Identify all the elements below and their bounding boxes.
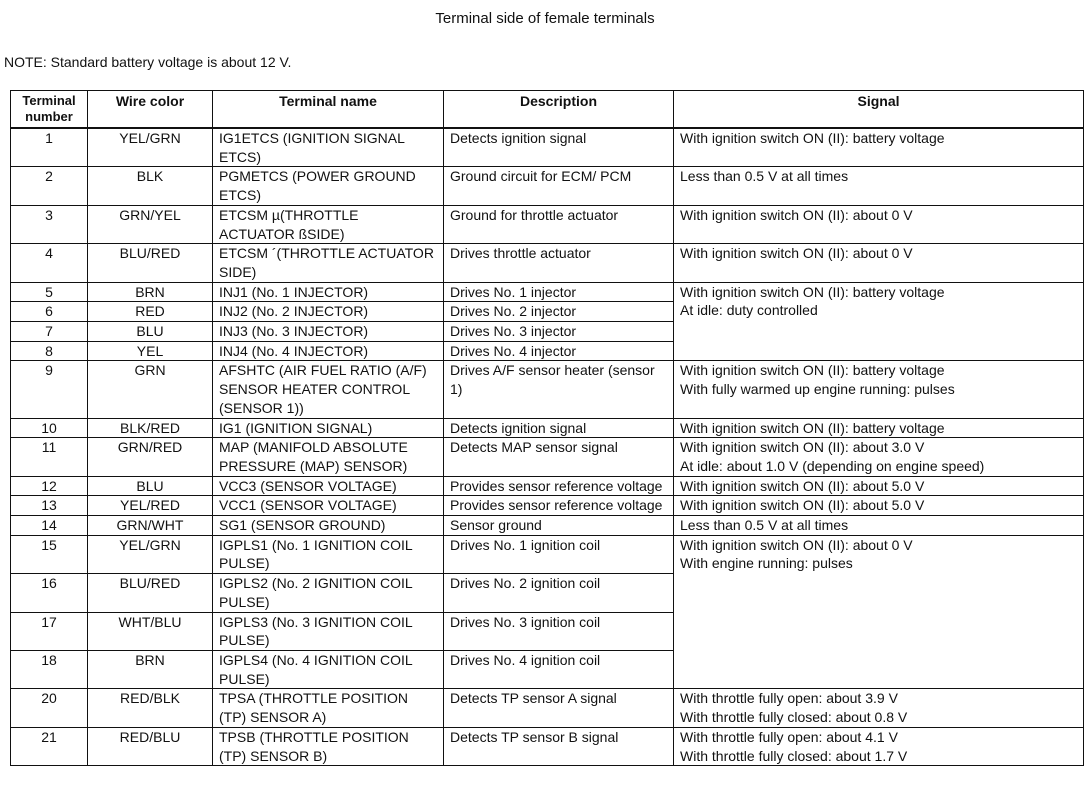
signal-line: At idle: duty controlled	[680, 302, 818, 319]
terminal-name-cell: IG1ETCS (IGNITION SIGNAL ETCS)	[213, 128, 444, 167]
wire-color-cell: GRN/WHT	[88, 516, 213, 536]
table-row	[11, 727, 1084, 765]
terminal-number-cell: 1	[11, 128, 88, 167]
signal-cell	[674, 438, 1084, 476]
description-cell: Detects TP sensor B signal	[444, 727, 674, 765]
signal-line: Less than 0.5 V at all times	[680, 517, 849, 534]
signal-line: With throttle fully closed: about 1.7 V	[680, 747, 908, 764]
signal-line: With ignition switch ON (II): about 0 V	[680, 245, 913, 262]
terminal-name-cell: MAP (MANIFOLD ABSOLUTE PRESSURE (MAP) SENSOR)	[213, 438, 444, 476]
header-description: Description	[444, 91, 674, 129]
signal-line: Less than 0.5 V at all times	[680, 168, 849, 185]
wire-color-cell: BLK/RED	[88, 418, 213, 438]
description-cell: Drives No. 1 ignition coil	[444, 535, 674, 573]
description-cell: Drives A/F sensor heater (sensor 1)	[444, 361, 674, 418]
terminal-name-cell: INJ4 (No. 4 INJECTOR)	[213, 341, 444, 361]
table-row	[11, 282, 1084, 302]
terminal-name-cell: TPSB (THROTTLE POSITION (TP) SENSOR B)	[213, 727, 444, 765]
description-cell: Ground circuit for ECM/ PCM	[444, 167, 674, 205]
header-terminal-name: Terminal name	[213, 91, 444, 129]
terminal-number-cell: 11	[11, 438, 88, 476]
terminal-name-cell: IGPLS1 (No. 1 IGNITION COIL PULSE)	[213, 535, 444, 573]
description-cell: Detects ignition signal	[444, 418, 674, 438]
signal-cell	[674, 516, 1084, 536]
note-text: NOTE: Standard battery voltage is about 12 V.	[4, 54, 292, 70]
description-cell: Provides sensor reference voltage	[444, 476, 674, 496]
terminal-name-cell: PGMETCS (POWER GROUND ETCS)	[213, 167, 444, 205]
terminal-name-cell: SG1 (SENSOR GROUND)	[213, 516, 444, 536]
terminal-name-cell: INJ1 (No. 1 INJECTOR)	[213, 282, 444, 302]
terminal-number-cell: 15	[11, 535, 88, 573]
terminal-number-cell: 18	[11, 650, 88, 688]
description-cell: Drives No. 2 ignition coil	[444, 574, 674, 612]
signal-cell	[674, 361, 1084, 418]
wire-color-cell: YEL/GRN	[88, 128, 213, 167]
terminal-name-cell: ETCSM ´(THROTTLE ACTUATOR SIDE)	[213, 244, 444, 282]
wire-color-cell: YEL/GRN	[88, 535, 213, 573]
signal-line: With throttle fully closed: about 0.8 V	[680, 709, 908, 726]
terminal-number-cell: 9	[11, 361, 88, 418]
table-row	[11, 128, 1084, 167]
table-header-row	[11, 91, 1084, 129]
terminal-name-cell: VCC1 (SENSOR VOLTAGE)	[213, 496, 444, 516]
table-row	[11, 535, 1084, 573]
signal-cell	[674, 689, 1084, 727]
terminal-name-cell: VCC3 (SENSOR VOLTAGE)	[213, 476, 444, 496]
signal-line: With throttle fully open: about 3.9 V	[680, 690, 898, 707]
signal-line: With ignition switch ON (II): about 0 V	[680, 206, 913, 223]
terminal-number-cell: 4	[11, 244, 88, 282]
description-cell: Drives throttle actuator	[444, 244, 674, 282]
table-row	[11, 438, 1084, 476]
signal-line: With ignition switch ON (II): about 3.0 V	[680, 439, 925, 456]
terminal-number-cell: 2	[11, 167, 88, 205]
terminal-name-cell: TPSA (THROTTLE POSITION (TP) SENSOR A)	[213, 689, 444, 727]
wire-color-cell: BRN	[88, 650, 213, 688]
signal-line: With fully warmed up engine running: pulses	[680, 381, 955, 398]
wire-color-cell: RED	[88, 302, 213, 322]
terminal-number-cell: 14	[11, 516, 88, 536]
header-signal: Signal	[674, 91, 1084, 129]
table-row	[11, 205, 1084, 243]
signal-line: With ignition switch ON (II): about 0 V	[680, 536, 913, 553]
signal-cell	[674, 167, 1084, 205]
terminal-number-cell: 6	[11, 302, 88, 322]
terminal-name-cell: IGPLS2 (No. 2 IGNITION COIL PULSE)	[213, 574, 444, 612]
signal-line: With ignition switch ON (II): battery voltage	[680, 130, 945, 146]
description-cell: Drives No. 1 injector	[444, 282, 674, 302]
table-row	[11, 418, 1084, 438]
signal-line: With ignition switch ON (II): about 5.0 V	[680, 477, 925, 494]
description-cell: Detects MAP sensor signal	[444, 438, 674, 476]
terminal-name-cell: ETCSM µ(THROTTLE ACTUATOR ßSIDE)	[213, 205, 444, 243]
wire-color-cell: BLU/RED	[88, 574, 213, 612]
terminal-number-cell: 3	[11, 205, 88, 243]
terminal-number-cell: 10	[11, 418, 88, 438]
wire-color-cell: GRN/RED	[88, 438, 213, 476]
signal-line: With throttle fully open: about 4.1 V	[680, 728, 898, 745]
wire-color-cell: BLU	[88, 322, 213, 342]
signal-line: With ignition switch ON (II): battery voltage	[680, 419, 945, 436]
page-title: Terminal side of female terminals	[435, 10, 655, 27]
table-row	[11, 167, 1084, 205]
signal-cell	[674, 496, 1084, 516]
description-cell: Drives No. 4 injector	[444, 341, 674, 361]
description-cell: Detects TP sensor A signal	[444, 689, 674, 727]
signal-line: With ignition switch ON (II): battery voltage	[680, 283, 945, 300]
terminal-number-cell: 21	[11, 727, 88, 765]
table-row	[11, 689, 1084, 727]
wire-color-cell: BRN	[88, 282, 213, 302]
signal-cell	[674, 476, 1084, 496]
wire-color-cell: BLK	[88, 167, 213, 205]
description-cell: Sensor ground	[444, 516, 674, 536]
signal-line: With ignition switch ON (II): about 5.0 V	[680, 497, 925, 514]
table-row	[11, 361, 1084, 418]
signal-cell	[674, 128, 1084, 167]
header-wire-color: Wire color	[88, 91, 213, 129]
signal-cell	[674, 205, 1084, 243]
wire-color-cell: RED/BLK	[88, 689, 213, 727]
terminal-name-cell: IGPLS3 (No. 3 IGNITION COIL PULSE)	[213, 612, 444, 650]
wire-color-cell: BLU/RED	[88, 244, 213, 282]
header-terminal-number: Terminal number	[11, 91, 88, 129]
description-cell: Detects ignition signal	[444, 128, 674, 167]
signal-cell	[674, 535, 1084, 689]
terminal-name-cell: AFSHTC (AIR FUEL RATIO (A/F) SENSOR HEATER CONTROL (SENSOR 1))	[213, 361, 444, 418]
table-row	[11, 496, 1084, 516]
description-cell: Ground for throttle actuator	[444, 205, 674, 243]
terminal-number-cell: 12	[11, 476, 88, 496]
description-cell: Provides sensor reference voltage	[444, 496, 674, 516]
description-cell: Drives No. 3 ignition coil	[444, 612, 674, 650]
table-row	[11, 516, 1084, 536]
terminal-number-cell: 7	[11, 322, 88, 342]
signal-line: With ignition switch ON (II): battery voltage	[680, 362, 945, 379]
terminal-number-cell: 8	[11, 341, 88, 361]
terminal-name-cell: INJ3 (No. 3 INJECTOR)	[213, 322, 444, 342]
wire-color-cell: RED/BLU	[88, 727, 213, 765]
signal-cell	[674, 727, 1084, 765]
terminal-name-cell: IG1 (IGNITION SIGNAL)	[213, 418, 444, 438]
table-row	[11, 476, 1084, 496]
signal-cell	[674, 282, 1084, 361]
terminal-name-cell: IGPLS4 (No. 4 IGNITION COIL PULSE)	[213, 650, 444, 688]
terminal-table	[10, 90, 1084, 766]
terminal-name-cell: INJ2 (No. 2 INJECTOR)	[213, 302, 444, 322]
wire-color-cell: GRN	[88, 361, 213, 418]
terminal-number-cell: 13	[11, 496, 88, 516]
terminal-number-cell: 5	[11, 282, 88, 302]
terminal-number-cell: 17	[11, 612, 88, 650]
terminal-number-cell: 16	[11, 574, 88, 612]
signal-line: At idle: about 1.0 V (depending on engine speed)	[680, 457, 985, 474]
description-cell: Drives No. 2 injector	[444, 302, 674, 322]
signal-cell	[674, 418, 1084, 438]
table-row	[11, 244, 1084, 282]
terminal-number-cell: 20	[11, 689, 88, 727]
wire-color-cell: GRN/YEL	[88, 205, 213, 243]
wire-color-cell: YEL/RED	[88, 496, 213, 516]
wire-color-cell: BLU	[88, 476, 213, 496]
wire-color-cell: WHT/BLU	[88, 612, 213, 650]
description-cell: Drives No. 4 ignition coil	[444, 650, 674, 688]
wire-color-cell: YEL	[88, 341, 213, 361]
signal-cell	[674, 244, 1084, 282]
signal-line: With engine running: pulses	[680, 555, 853, 572]
description-cell: Drives No. 3 injector	[444, 322, 674, 342]
